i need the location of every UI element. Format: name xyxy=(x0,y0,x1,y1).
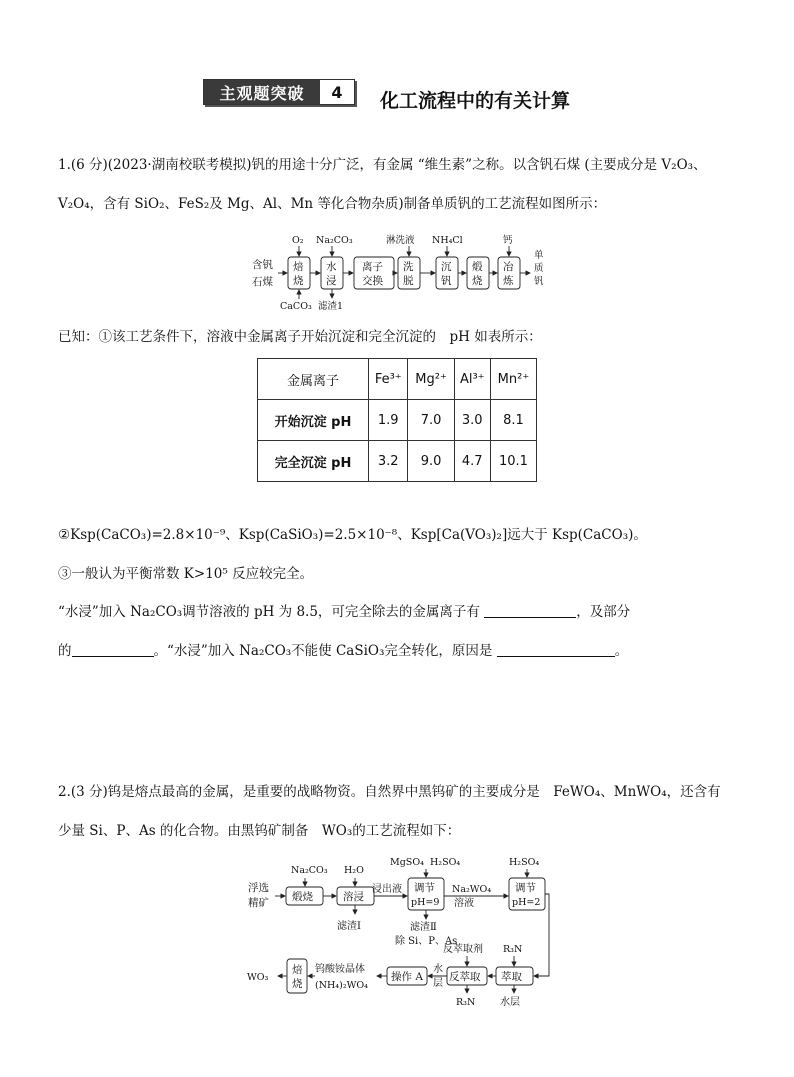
q2-adjust1-a: 调节 xyxy=(414,882,435,894)
table-cell: 1.9 xyxy=(369,400,408,441)
q2-leachate: 浸出液 xyxy=(372,884,402,895)
q2-feed-1: 浮选 xyxy=(248,882,269,894)
q1-question-line2 xyxy=(58,642,628,660)
q1-step-7a: 冶 xyxy=(503,261,514,273)
q2-aq-layer-1: 水 xyxy=(433,964,443,975)
q2-dissolve: 溶浸 xyxy=(343,891,364,903)
q1-step-5a: 沉 xyxy=(441,261,452,273)
q1-known2: ②Ksp(CaCO₃)=2.8×10⁻⁹、Ksp(CaSiO₃)=2.5×10⁻⁸、Ksp[Ca(VO₃)₂]远大于 Ksp(CaCO₃)。 xyxy=(58,527,647,543)
table-cell: 完全沉淀 pH xyxy=(258,441,369,482)
table-cell: 10.1 xyxy=(490,441,536,482)
answer-blank-2[interactable] xyxy=(72,642,154,657)
table-cell: 开始沉淀 pH xyxy=(258,400,369,441)
q1-q-d: 。“水浸”加入 Na₂CO₃不能使 CaSiO₃完全转化，原因是 xyxy=(153,643,493,659)
q2-crystal-2: (NH₄)₂WO₄ xyxy=(315,980,368,991)
q2-na2wo4-b: 溶液 xyxy=(454,898,474,909)
q2-aq-layer-2: 层 xyxy=(433,978,443,989)
q2-extract: 萃取 xyxy=(501,971,522,983)
q2-back-extract: 反萃取 xyxy=(449,971,481,983)
q1-product-1: 单 xyxy=(534,250,544,261)
ph-table xyxy=(257,358,537,482)
q2-adjust2-a: 调节 xyxy=(515,882,536,894)
q1-step-1a: 焙 xyxy=(293,261,304,273)
badge-number: 4 xyxy=(331,82,343,102)
table-header-cell: 金属离子 xyxy=(258,359,369,400)
q2-r3n-out: R₃N xyxy=(456,997,476,1008)
section-badge xyxy=(203,79,355,105)
q2-feed-2: 精矿 xyxy=(248,897,269,909)
table-cell: 4.7 xyxy=(454,441,490,482)
q2-roast-b: 烧 xyxy=(292,978,303,990)
q1-flow-diagram xyxy=(250,230,550,312)
q2-crystal-1: 钨酸铵晶体 xyxy=(315,964,365,975)
table-cell: 8.1 xyxy=(490,400,536,441)
q1-q-e: 。 xyxy=(614,643,629,659)
q1-question-line1 xyxy=(58,603,630,621)
answer-blank-3[interactable] xyxy=(497,642,615,657)
table-cell: 3.0 xyxy=(454,400,490,441)
answer-blank-1[interactable] xyxy=(484,603,576,618)
q1-step-4a: 洗 xyxy=(403,261,414,273)
table-row xyxy=(258,441,537,482)
q1-in-eluent: 淋洗液 xyxy=(386,235,415,246)
q1-line1: 1.(6 分)(2023·湖南校联考模拟)钒的用途十分广泛，有金属 “维生素”之称。以含钒石煤 (主要成分是 V₂O₃、 xyxy=(58,157,707,173)
table-header-cell: Mn²⁺ xyxy=(490,359,536,400)
table-cell: 7.0 xyxy=(408,400,454,441)
q1-q-a: “水浸”加入 Na₂CO₃调节溶液的 pH 为 8.5，可完全除去的金属离子有 xyxy=(58,604,480,620)
q1-step-6b: 烧 xyxy=(472,275,483,287)
table-header-cell: Fe³⁺ xyxy=(369,359,408,400)
q2-line2: 少量 Si、P、As 的化合物。由黑钨矿制备 WO₃的工艺流程如下： xyxy=(58,823,461,839)
q1-in-ca: 钙 xyxy=(503,235,513,246)
q1-q-c: 的 xyxy=(58,643,72,659)
q1-in-nh4cl: NH₄Cl xyxy=(432,235,463,246)
q2-roast-a: 焙 xyxy=(292,964,303,976)
q2-adjust1-b: pH=9 xyxy=(411,897,440,908)
badge-label: 主观题突破 xyxy=(204,80,320,104)
q1-step-2b: 浸 xyxy=(326,275,337,287)
q2-in-mgso4: MgSO₄ xyxy=(390,857,424,868)
q1-below-caco3: CaCO₃ xyxy=(280,301,312,312)
q1-known3: ③一般认为平衡常数 K>10⁵ 反应较完全。 xyxy=(58,566,314,582)
q1-known1: 已知：①该工艺条件下，溶液中金属离子开始沉淀和完全沉淀的 pH 如表所示： xyxy=(58,329,542,345)
q1-product-2: 质 xyxy=(534,263,544,274)
q2-in-h2so4-b: H₂SO₄ xyxy=(509,857,540,868)
table-header-cell: Mg²⁺ xyxy=(408,359,454,400)
q1-feed-2: 石煤 xyxy=(252,276,273,288)
q1-step-7b: 炼 xyxy=(503,275,514,287)
q2-op-a: 操作 A xyxy=(391,971,423,983)
q2-flow-diagram xyxy=(245,852,555,1012)
q1-in-na2co3: Na₂CO₃ xyxy=(316,235,353,246)
q2-in-h2o: H₂O xyxy=(344,865,364,876)
table-cell: 9.0 xyxy=(408,441,454,482)
q2-remove: 除 Si、P、As xyxy=(395,936,458,947)
page-title: 化工流程中的有关计算 xyxy=(380,90,571,112)
q2-r3n-in: R₃N xyxy=(503,944,523,955)
q2-calcine: 煅烧 xyxy=(292,891,313,903)
q1-step-5b: 钒 xyxy=(441,275,452,287)
q1-step-2a: 水 xyxy=(326,261,337,273)
q1-q-b: ，及部分 xyxy=(576,604,631,620)
q2-product: WO₃ xyxy=(247,972,269,983)
q2-back-agent: 反萃取剂 xyxy=(443,944,483,955)
table-row xyxy=(258,359,537,400)
q2-in-h2so4-a: H₂SO₄ xyxy=(430,857,461,868)
q2-residue2: 滤渣Ⅱ xyxy=(410,922,437,933)
q2-residue1: 滤渣Ⅰ xyxy=(337,921,361,932)
table-header-cell: Al³⁺ xyxy=(454,359,490,400)
q1-step-4b: 脱 xyxy=(403,275,414,287)
q2-adjust2-b: pH=2 xyxy=(512,897,541,908)
q2-water-layer: 水层 xyxy=(500,997,520,1008)
q1-below-residue: 滤渣1 xyxy=(318,301,344,312)
q2-na2wo4-a: Na₂WO₄ xyxy=(452,884,492,895)
q1-feed-1: 含钒 xyxy=(252,259,273,271)
q2-line1: 2.(3 分)钨是熔点最高的金属，是重要的战略物资。自然界中黑钨矿的主要成分是 FeWO₄、MnWO₄，还含有 xyxy=(58,784,721,800)
q1-step-3a: 离子 xyxy=(362,261,383,273)
table-cell: 3.2 xyxy=(369,441,408,482)
q2-in-na2co3: Na₂CO₃ xyxy=(291,865,328,876)
q1-line2: V₂O₄，含有 SiO₂、FeS₂及 Mg、Al、Mn 等化合物杂质)制备单质钒的工艺流程如图所示： xyxy=(58,196,607,212)
q1-product-3: 钒 xyxy=(534,276,544,287)
q1-step-6a: 煅 xyxy=(472,261,483,273)
q1-step-3b: 交换 xyxy=(362,275,383,287)
q1-in-o2: O₂ xyxy=(292,235,304,246)
table-row xyxy=(258,400,537,441)
q1-step-1b: 烧 xyxy=(293,275,304,287)
